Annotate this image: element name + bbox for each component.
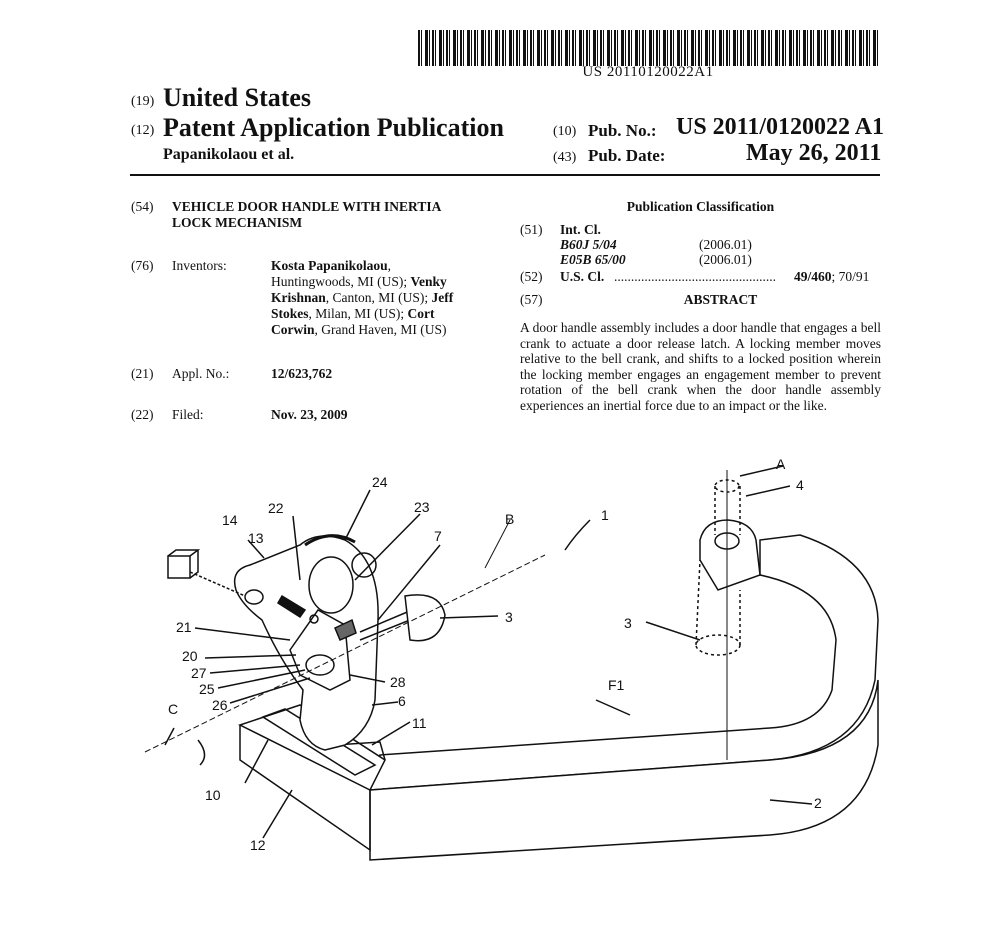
inventor-line-3b: , Canton, MI (US); [325, 290, 432, 305]
fig-label-13: 13 [248, 530, 264, 546]
pub-date-label: Pub. Date: [588, 146, 666, 165]
pub-date: May 26, 2011 [746, 140, 882, 166]
fig-label-B: B [505, 511, 515, 527]
country: United States [163, 83, 312, 112]
pub-no-label: Pub. No.: [588, 121, 657, 140]
inventor-line-1-rest: , [387, 258, 392, 273]
inventor-name-3b: Stokes [271, 306, 309, 321]
pub-class-heading: Publication Classification [626, 199, 775, 214]
inventor-line-5 [271, 322, 446, 338]
fig-label-20: 20 [182, 648, 198, 664]
filed-label: Filed: [172, 407, 204, 422]
us-cl-label: U.S. Cl. [560, 269, 605, 284]
fig-label-14: 14 [222, 512, 238, 528]
appl-no: 12/623,762 [271, 366, 333, 381]
barcode-number: US 20110120022A1 [582, 64, 714, 80]
inventor-short: Papanikolaou et al. [163, 146, 295, 163]
inventor-line-2a: Huntingwoods, MI (US); [271, 274, 411, 289]
class-2: E05B 65/00 [560, 252, 626, 267]
fig-label-A: A [776, 456, 786, 472]
fig-label-6: 6 [398, 693, 406, 709]
fig-label-27: 27 [191, 665, 207, 681]
code-12: (12) [131, 123, 155, 138]
inventor-line-5b: , Grand Haven, MI (US) [314, 322, 447, 337]
fig-label-C: C [168, 701, 179, 717]
inventor-name-4b: Corwin [271, 322, 315, 337]
code-57: (57) [520, 292, 543, 307]
filed-date: Nov. 23, 2009 [271, 407, 348, 422]
patent-figure [0, 440, 996, 930]
fig-label-3: 3 [505, 609, 513, 625]
fig-label-7: 7 [434, 528, 442, 544]
inventor-line-4 [271, 306, 435, 322]
fig-label-F1: F1 [608, 677, 625, 693]
fig-label-2: 2 [814, 795, 822, 811]
barcode [418, 30, 878, 66]
inventor-name-4a: Cort [407, 306, 435, 321]
us-cl-main: 49/460 [794, 269, 832, 284]
inventor-line-3 [271, 290, 453, 306]
code-54: (54) [131, 199, 154, 214]
fig-label-4: 4 [796, 477, 804, 493]
us-cl-rest: ; 70/91 [831, 269, 870, 284]
pub-no: US 2011/0120022 A1 [676, 114, 885, 140]
us-cl-dots: ................................................ [614, 269, 776, 284]
code-43: (43) [553, 150, 577, 165]
inventor-line-4b: , Milan, MI (US); [308, 306, 408, 321]
title-line-1: VEHICLE DOOR HANDLE WITH INERTIA [172, 199, 442, 214]
inventor-line-2 [271, 274, 447, 290]
code-19: (19) [131, 94, 155, 109]
inventor-name-3a: Jeff [431, 290, 454, 305]
fig-label-24: 24 [372, 474, 388, 490]
class-1: B60J 5/04 [560, 237, 617, 252]
fig-label-23: 23 [414, 499, 430, 515]
publication-type: Patent Application Publication [163, 113, 504, 142]
class-2-year: (2006.01) [699, 252, 752, 267]
inventor-name-2a: Venky [410, 274, 447, 289]
class-1-year: (2006.01) [699, 237, 752, 252]
code-21: (21) [131, 366, 154, 381]
fig-label-11: 11 [412, 715, 427, 731]
inventor-name-2b: Krishnan [271, 290, 326, 305]
fig-label-26: 26 [212, 697, 228, 713]
inventor-name-1: Kosta Papanikolaou [271, 258, 388, 273]
code-10: (10) [553, 124, 577, 139]
header-rule [130, 174, 880, 176]
inventor-line-1 [271, 258, 391, 274]
fig-label-22: 22 [268, 500, 284, 516]
fig-label-12: 12 [250, 837, 266, 853]
fig-label-10: 10 [205, 787, 221, 803]
code-51: (51) [520, 222, 543, 237]
fig-label-28: 28 [390, 674, 406, 690]
us-cl-value [794, 269, 869, 285]
int-cl-label: Int. Cl. [560, 222, 601, 237]
code-76: (76) [131, 258, 154, 273]
appl-label: Appl. No.: [172, 366, 230, 381]
code-22: (22) [131, 407, 154, 422]
fig-label-25: 25 [199, 681, 215, 697]
abstract-heading: ABSTRACT [683, 292, 758, 307]
fig-label-3b: 3 [624, 615, 632, 631]
fig-label-21: 21 [176, 619, 192, 635]
abstract-text: A door handle assembly includes a door handle that engages a bell crank to actuate a door release latch. A locking member moves relative to the bell crank, and shifts to a locked position wherein the locking member engages an engagement member to prevent rotation of the bell crank when the door handle assembly experiences an inertial force due to an impact or the like. [520, 320, 881, 413]
code-52: (52) [520, 269, 543, 284]
title-line-2: LOCK MECHANISM [172, 215, 303, 230]
fig-label-1: 1 [601, 507, 609, 523]
inventors-label: Inventors: [172, 258, 227, 273]
